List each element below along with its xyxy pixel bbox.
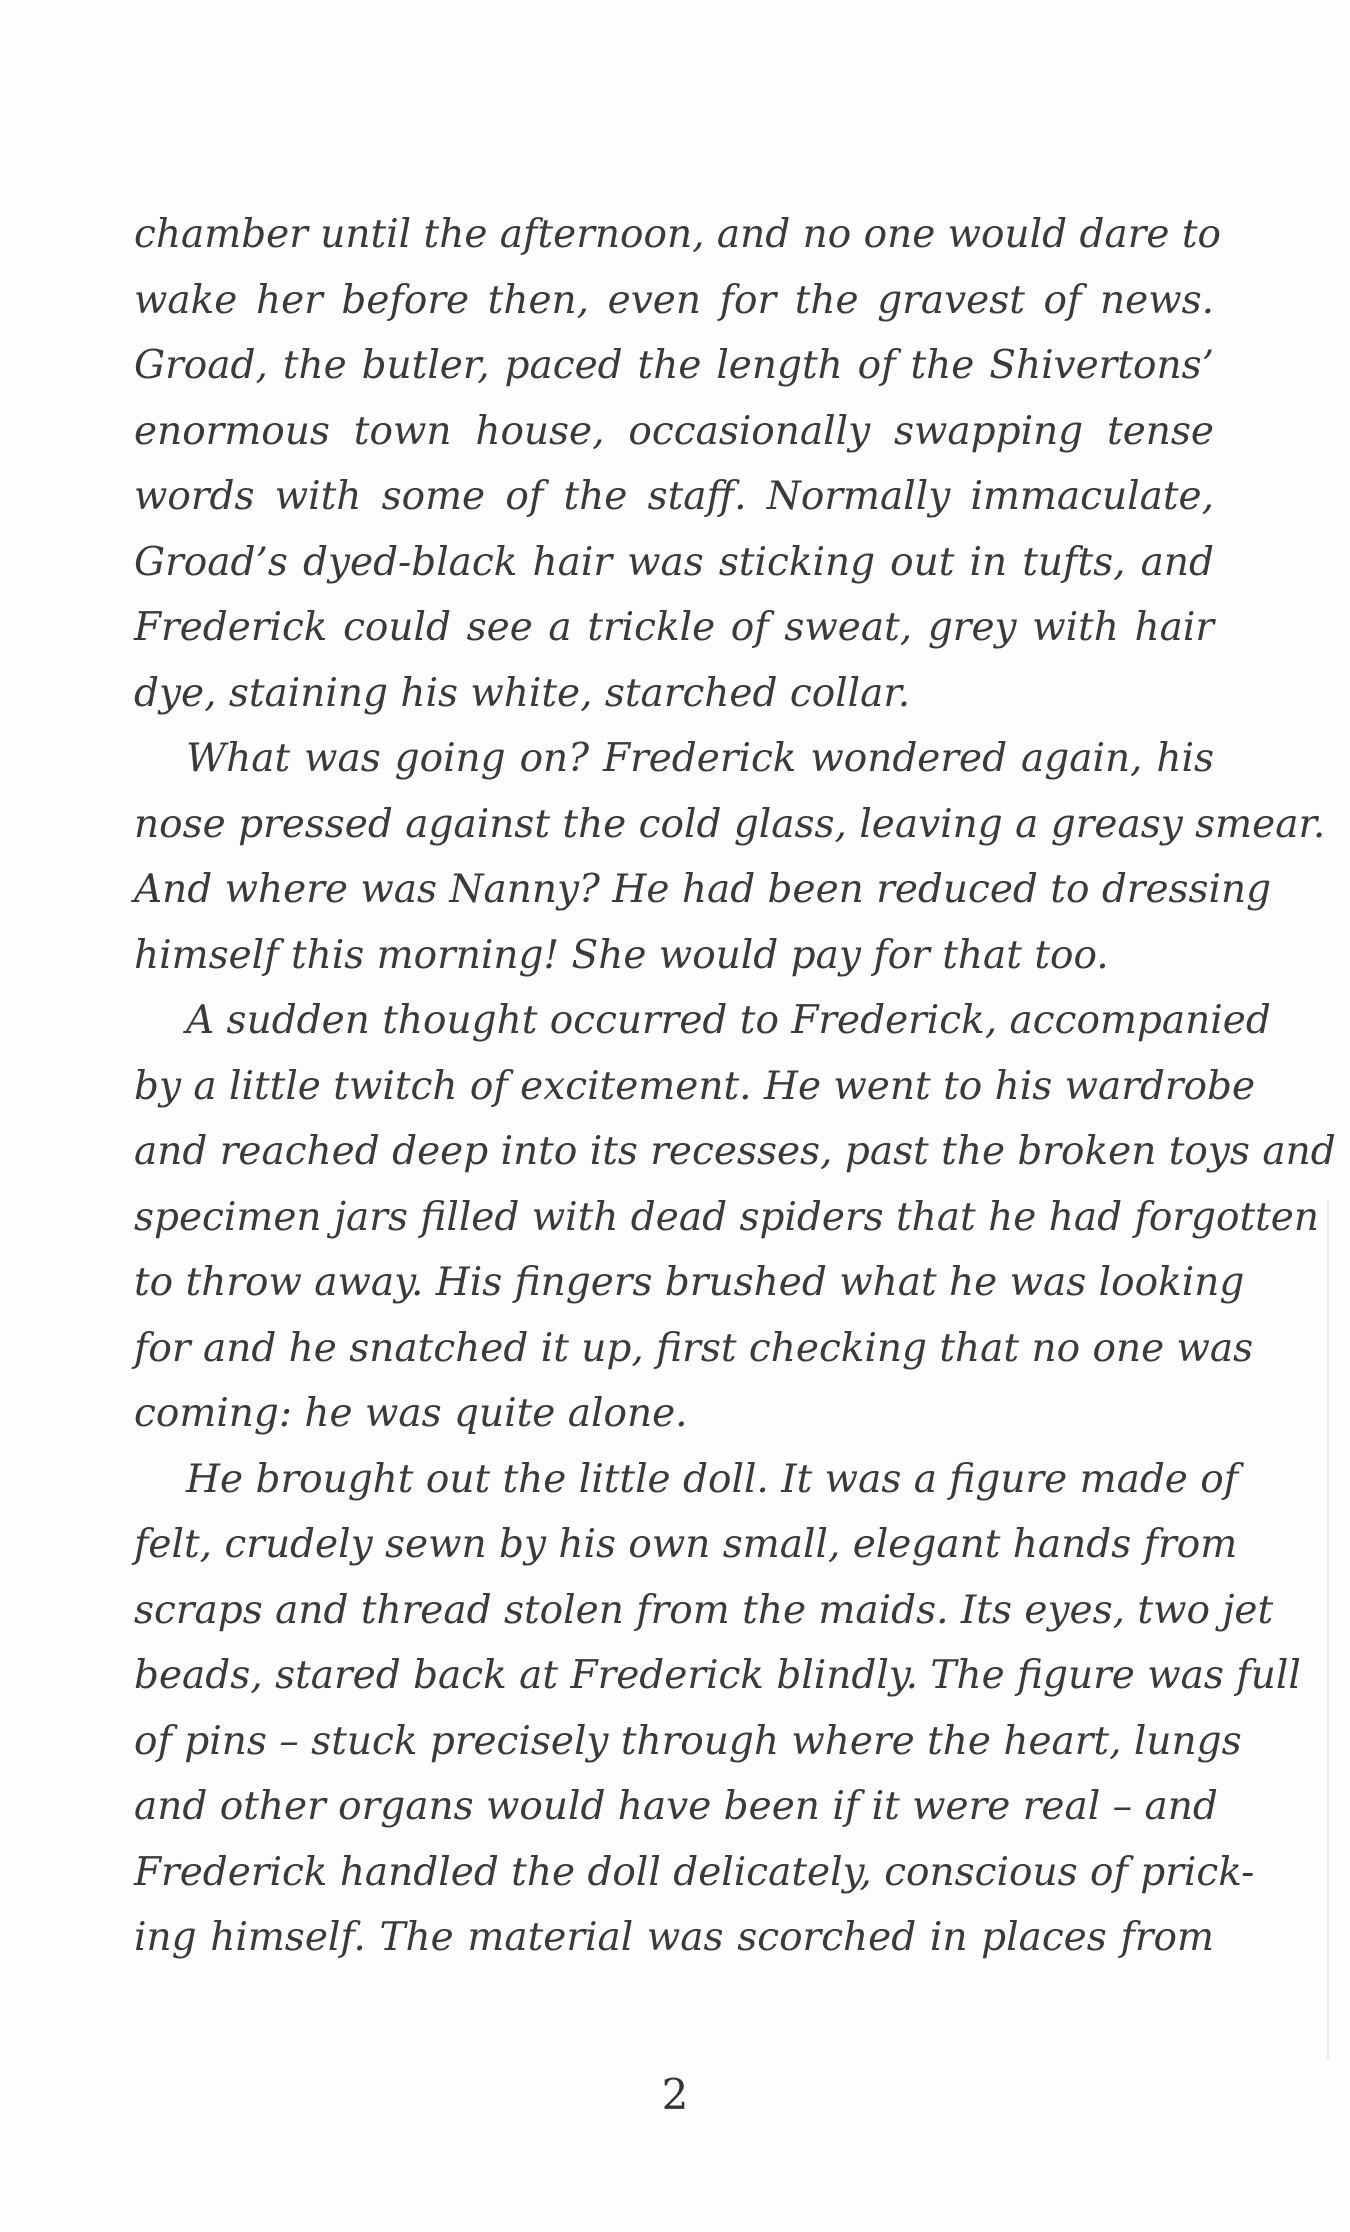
- text-line: Frederick handled the doll delicately, conscious of prick-: [134, 1849, 1255, 1895]
- body-text: [134, 202, 1336, 1971]
- text-line: chamber until the afternoon, and no one would dare to: [134, 212, 1221, 257]
- text-line: and reached deep into its recesses, past the broken toys and: [134, 1129, 1336, 1174]
- text-line: He brought out the little doll. It was a figure made of: [186, 1456, 1239, 1502]
- text-line: nose pressed against the cold glass, leaving a greasy smear.: [134, 801, 1326, 847]
- text-line: Groad’s dyed-black hair was sticking out in tufts, and: [134, 539, 1214, 585]
- text-line: felt, crudely sewn by his own small, elegant hands from: [134, 1522, 1238, 1567]
- text-line: beads, stared back at Frederick blindly. The figure was full: [134, 1653, 1301, 1698]
- text-line: words with some of the staff. Normally immaculate,: [134, 474, 1214, 519]
- page-edge-shadow: [1327, 1200, 1329, 2060]
- text-line: for and he snatched it up, first checking that no one was: [134, 1325, 1254, 1371]
- text-line: dye, staining his white, starched collar.: [134, 670, 911, 716]
- text-line: enormous town house, occasionally swapping tense: [134, 408, 1214, 454]
- text-line: A sudden thought occurred to Frederick, accompanied: [186, 998, 1271, 1043]
- text-line: Frederick could see a trickle of sweat, grey with hair: [134, 605, 1214, 650]
- text-line: coming: he was quite alone.: [134, 1391, 688, 1436]
- text-line: of pins – stuck precisely through where the heart, lungs: [134, 1718, 1242, 1764]
- text-line: wake her before then, even for the gravest of news.: [134, 277, 1214, 323]
- text-line: by a little twitch of excitement. He went to his wardrobe: [134, 1063, 1256, 1109]
- text-line: Groad, the butler, paced the length of the Shivertons’: [134, 343, 1214, 388]
- text-line: and other organs would have been if it were real – and: [134, 1784, 1218, 1829]
- text-line: specimen jars filled with dead spiders that he had forgotten: [134, 1194, 1319, 1240]
- text-line: ing himself. The material was scorched in places from: [134, 1915, 1214, 1960]
- page-number: 2: [661, 2070, 689, 2119]
- text-line: himself this morning! She would pay for that too.: [134, 932, 1109, 978]
- text-line: What was going on? Frederick wondered again, his: [186, 736, 1214, 781]
- text-line: And where was Nanny? He had been reduced to dressing: [134, 867, 1272, 912]
- text-line: scraps and thread stolen from the maids. Its eyes, two jet: [134, 1587, 1274, 1633]
- text-line: to throw away. His fingers brushed what he was looking: [134, 1260, 1245, 1305]
